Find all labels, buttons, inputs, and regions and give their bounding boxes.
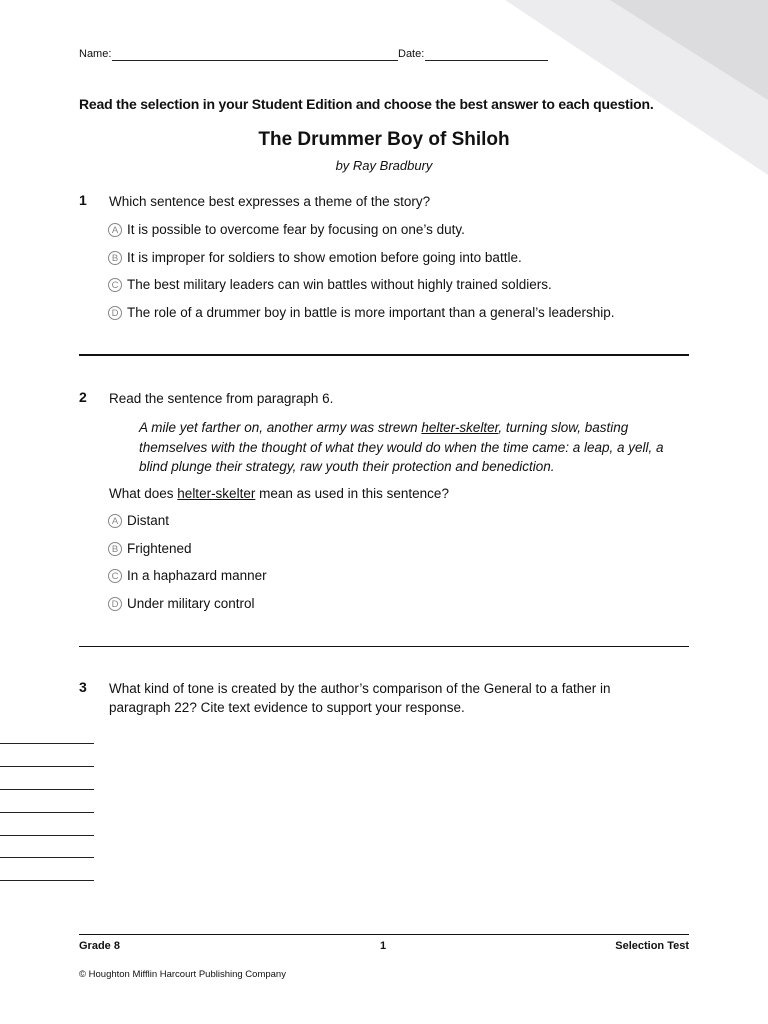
choice-text: Under military control [127, 596, 255, 611]
vocabulary-term: helter-skelter [421, 420, 499, 435]
quoted-passage [139, 418, 689, 477]
choice-text: It is improper for soldiers to show emotion before going into battle. [127, 250, 522, 265]
date-field[interactable] [425, 60, 548, 61]
name-field[interactable] [112, 60, 398, 61]
choice-bubble-a[interactable]: A [108, 514, 122, 528]
footer-test-type: Selection Test [615, 940, 689, 952]
section-divider [79, 646, 689, 647]
question-prompt: What kind of tone is created by the author’s comparison of the General to a father in paragraph 22? Cite text evidence to support your response. [109, 681, 611, 715]
answer-choice[interactable] [108, 541, 192, 556]
answer-line[interactable] [0, 835, 94, 836]
followup-text: What does [109, 486, 178, 501]
question-followup [109, 484, 449, 503]
choice-bubble-c[interactable]: C [108, 569, 122, 583]
quote-text: , turning slow, basting themselves with the thought of what they would do when the time came: a leap, a yell, a blind plunge their strategy, raw youth their protection and benediction. [139, 420, 664, 474]
choice-bubble-d[interactable]: D [108, 597, 122, 611]
section-divider [79, 354, 689, 356]
question-prompt: Read the sentence from paragraph 6. [109, 391, 334, 406]
answer-line[interactable] [0, 789, 94, 790]
choice-bubble-b[interactable]: B [108, 251, 122, 265]
byline: by Ray Bradbury [335, 158, 433, 173]
choice-text: In a haphazard manner [127, 568, 267, 583]
vocabulary-term: helter-skelter [177, 486, 256, 501]
answer-choice[interactable] [108, 277, 552, 292]
quote-text: A mile yet farther on, another army was strewn [139, 420, 422, 435]
choice-text: The role of a drummer boy in battle is more important than a general’s leadership. [127, 305, 615, 320]
answer-choice[interactable] [108, 513, 169, 528]
date-label: Date: [398, 48, 425, 60]
copyright: © Houghton Mifflin Harcourt Publishing Company [79, 969, 286, 980]
choice-bubble-c[interactable]: C [108, 278, 122, 292]
choice-bubble-a[interactable]: A [108, 223, 122, 237]
answer-line[interactable] [0, 857, 94, 858]
page-number: 1 [380, 940, 387, 952]
answer-choice[interactable] [108, 596, 255, 611]
page-title: The Drummer Boy of Shiloh [258, 129, 510, 150]
followup-text: mean as used in this sentence? [255, 486, 449, 501]
answer-choice[interactable] [108, 305, 615, 320]
footer-divider [79, 934, 689, 935]
choice-text: Frightened [127, 541, 192, 556]
choice-text: It is possible to overcome fear by focusing on one’s duty. [127, 222, 465, 237]
choice-text: Distant [127, 513, 170, 528]
answer-line[interactable] [0, 743, 94, 744]
answer-line[interactable] [0, 880, 94, 881]
corner-decoration [0, 0, 768, 180]
name-label: Name: [79, 48, 112, 60]
answer-choice[interactable] [108, 222, 465, 237]
choice-bubble-d[interactable]: D [108, 306, 122, 320]
question-prompt: Which sentence best expresses a theme of the story? [109, 194, 431, 209]
answer-line[interactable] [0, 812, 94, 813]
question-number: 1 [79, 192, 87, 208]
answer-choice[interactable] [108, 568, 267, 583]
question-number: 2 [79, 389, 87, 405]
choice-bubble-b[interactable]: B [108, 542, 122, 556]
question-number: 3 [79, 679, 87, 695]
instructions: Read the selection in your Student Edition and choose the best answer to each question. [79, 96, 654, 112]
footer-grade: Grade 8 [79, 940, 120, 952]
answer-line[interactable] [0, 766, 94, 767]
choice-text: The best military leaders can win battles without highly trained soldiers. [127, 277, 552, 292]
answer-choice[interactable] [108, 250, 522, 265]
